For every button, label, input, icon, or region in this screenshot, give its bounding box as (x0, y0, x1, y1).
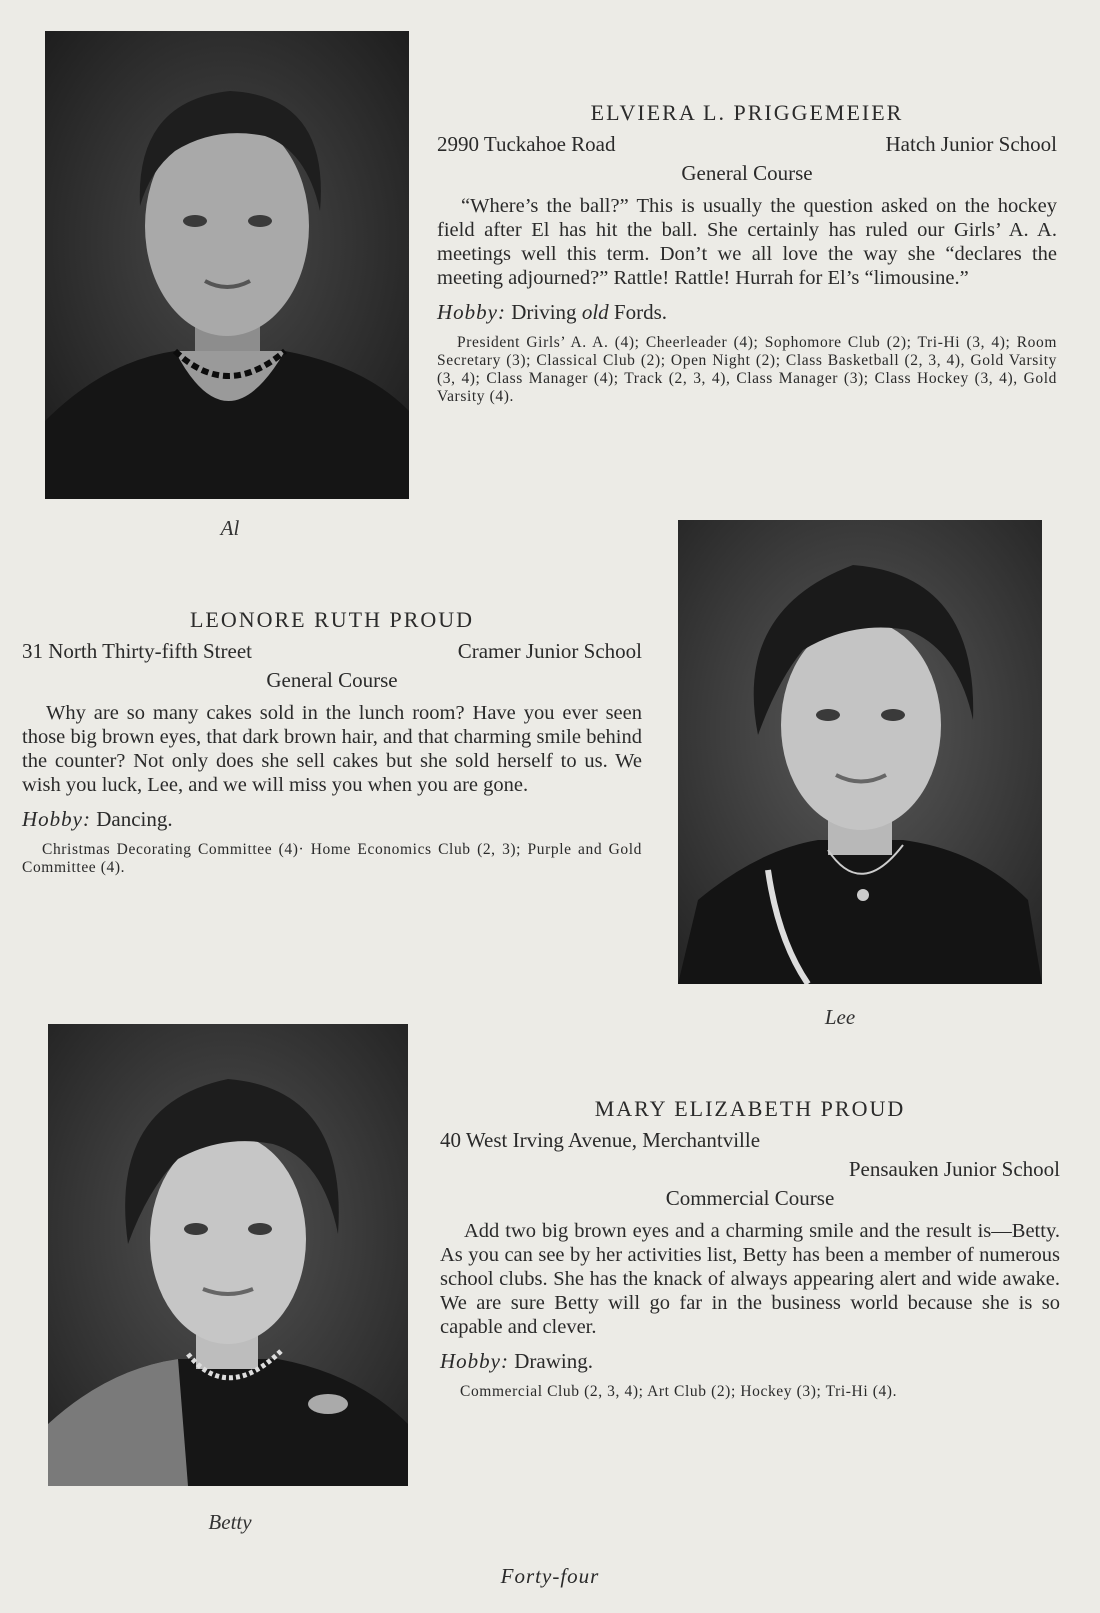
student-name: LEONORE RUTH PROUD (189, 607, 475, 632)
portrait-photo-lee (678, 520, 1042, 984)
student-blurb: Add two big brown eyes and a charming smile and the result is—Betty. As you can see by her activities list, Betty has been a member of numerous school clubs. She has the knack of always appearing alert and wide awake. We are sure Betty will go far in the business world because she is so capable and clever. (440, 1220, 1060, 1338)
activities-list: Christmas Decorating Committee (4)· Home Economics Club (2, 3); Purple and Gold Committee (4). (22, 841, 642, 876)
page-number: Forty-four (500, 1564, 600, 1588)
junior-school: Hatch Junior School (885, 132, 1057, 156)
student-address: 31 North Thirty-fifth Street (22, 639, 252, 663)
hobby-label: Hobby: (440, 1349, 509, 1373)
nickname-label: Lee (824, 1005, 856, 1029)
hobby-label: Hobby: (22, 807, 91, 831)
student-blurb: Why are so many cakes sold in the lunch room? Have you ever seen those big brown eyes, that dark brown hair, and that charming smile behind the counter? Not only does she sell cakes but she sold herself to us. We wish you luck, Lee, and we will miss you when you are gone. (22, 702, 642, 796)
course-name: General Course (681, 161, 813, 185)
student-blurb: “Where’s the ball?” This is usually the question asked on the hockey field after El has hit the ball. She certainly has ruled our Girls’ A. A. meetings well this term. Don’t we all love the way she “declares the meeting adjourned?” Rattle! Rattle! Hurrah for El’s “limousine.” (437, 195, 1057, 289)
student-name: MARY ELIZABETH PROUD (594, 1096, 906, 1121)
nickname-label: Betty (208, 1510, 252, 1534)
student-address: 40 West Irving Avenue, Merchantville (440, 1128, 761, 1152)
junior-school: Cramer Junior School (457, 639, 642, 663)
hobby-text: Drawing. (514, 1349, 593, 1373)
student-entry-leonore-proud (22, 607, 642, 877)
activities-list: President Girls’ A. A. (4); Cheerleader (4); Sophomore Club (2); Tri-Hi (3, 4); Room Secretary (3); Classical Club (2); Open Night (2); Class Basketball (2, 3, 4), Gold Varsity (3, 4); Class Manager (4); Track (2, 3, 4), Class Manager (3); Class Hockey (3, 4), Gold Varsity (4). (437, 334, 1057, 405)
student-entry-mary-proud (440, 1096, 1060, 1401)
hobby-line (440, 1347, 1060, 1375)
hobby-text-pre: Driving (511, 300, 582, 324)
activities-list: Commercial Club (2, 3, 4); Art Club (2); Hockey (3); Tri-Hi (4). (460, 1383, 898, 1400)
address-row (437, 130, 1057, 159)
hobby-text-em: old (581, 300, 609, 324)
junior-school: Pensauken Junior School (848, 1157, 1060, 1181)
hobby-text: Dancing. (96, 807, 173, 831)
hobby-label: Hobby: (437, 300, 506, 324)
student-name: ELVIERA L. PRIGGEMEIER (590, 100, 904, 125)
nickname-label: Al (220, 516, 240, 540)
course-name: General Course (266, 668, 398, 692)
course-name: Commercial Course (665, 1186, 835, 1210)
student-entry-priggemeier (437, 100, 1057, 406)
hobby-line (22, 805, 642, 833)
portrait-photo-betty (48, 1024, 408, 1486)
hobby-line (437, 298, 1057, 326)
hobby-text-post: Fords. (608, 300, 668, 324)
address-row (22, 637, 642, 666)
portrait-photo-al (45, 31, 409, 499)
student-address: 2990 Tuckahoe Road (437, 132, 616, 156)
